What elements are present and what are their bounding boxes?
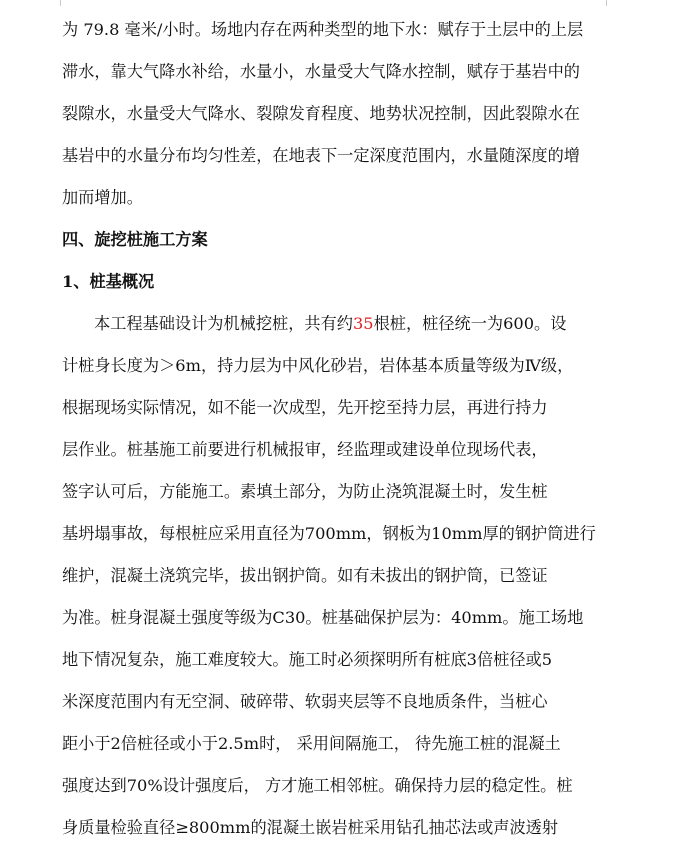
text-line: 米深度范围内有无空洞、破碎带、软弱夹层等不良地质条件，当桩心 xyxy=(62,692,548,711)
text-line: 加而增加。 xyxy=(62,188,143,207)
text-line: 基坍塌事故，每根桩应采用直径为700mm，钢板为10mm厚的钢护筒进行 xyxy=(62,524,596,543)
text-line: 裂隙水，水量受大气降水、裂隙发育程度、地势状况控制，因此裂隙水在 xyxy=(62,104,580,123)
sub-heading: 1、桩基概况 xyxy=(62,272,155,291)
text-line: 为准。桩身混凝土强度等级为C30。桩基础保护层为：40mm。施工场地 xyxy=(62,608,584,627)
text-run: 本工程基础设计为机械挖桩，共有约 xyxy=(94,314,353,333)
text-line: 层作业。桩基施工前要进行机械报审，经监理或建设单位现场代表， xyxy=(62,440,548,459)
text-line: 身质量检验直径≥800mm的混凝土嵌岩桩采用钻孔抽芯法或声波透射 xyxy=(62,818,559,837)
text-line: 计桩身长度为＞6m，持力层为中风化砂岩，岩体基本质量等级为Ⅳ级， xyxy=(62,356,574,375)
text-line: 地下情况复杂，施工难度较大。施工时必须探明所有桩底3倍桩径或5 xyxy=(62,650,553,669)
text-line: 签字认可后，方能施工。素填土部分，为防止浇筑混凝土时，发生桩 xyxy=(62,482,548,501)
text-line: 滞水，靠大气降水补给，水量小，水量受大气降水控制，赋存于基岩中的 xyxy=(62,62,580,81)
text-line: 强度达到70%设计强度后， 方才施工相邻桩。确保持力层的稳定性。桩 xyxy=(62,776,573,795)
highlight-number: 35 xyxy=(353,314,374,333)
page-corner-mark-left xyxy=(40,0,61,6)
text-line: 基岩中的水量分布均匀性差，在地表下一定深度范围内，水量随深度的增 xyxy=(62,146,580,165)
text-line: 距小于2倍桩径或小于2.5m时， 采用间隔施工， 待先施工桩的混凝土 xyxy=(62,734,561,753)
text-line: 维护，混凝土浇筑完毕，拔出钢护筒。如有未拔出的钢护筒，已签证 xyxy=(62,566,548,585)
text-line: 根据现场实际情况，如不能一次成型，先开挖至持力层，再进行持力 xyxy=(62,398,548,417)
section-heading: 四、旋挖桩施工方案 xyxy=(62,230,208,249)
page-corner-mark-right xyxy=(606,0,627,6)
text-line: 为 79.8 毫米/小时。场地内存在两种类型的地下水：赋存于土层中的上层 xyxy=(62,20,584,39)
text-run: 根桩，桩径统一为600。设 xyxy=(373,314,567,333)
paragraph-first-line xyxy=(94,314,566,334)
